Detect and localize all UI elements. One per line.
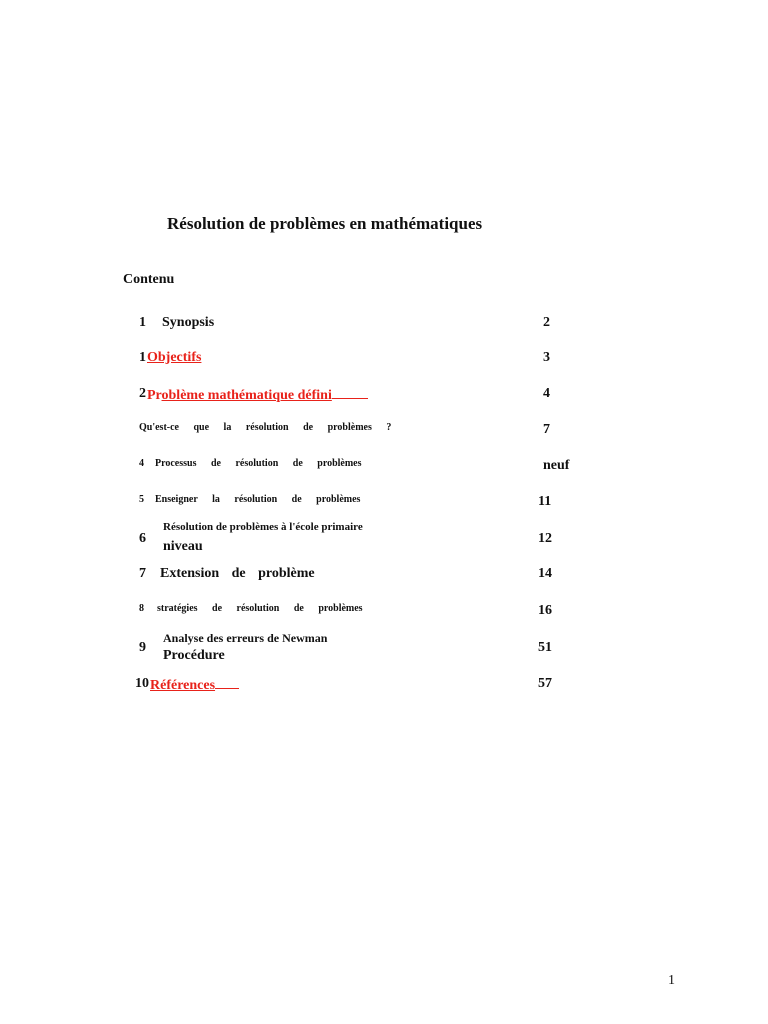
toc-number: 7: [139, 566, 146, 581]
toc-page: 16: [538, 603, 552, 618]
toc-label-ecole-primaire-line2[interactable]: niveau: [163, 539, 203, 554]
toc-page: 12: [538, 531, 552, 546]
toc-link-probleme-defini[interactable]: [147, 386, 368, 404]
toc-label-synopsis[interactable]: Synopsis: [162, 315, 215, 330]
document-title: Résolution de problèmes en mathématiques: [167, 214, 483, 233]
toc-label-enseigner[interactable]: Enseigner la résolution de problèmes: [155, 494, 361, 505]
toc-page: 7: [543, 422, 550, 437]
toc-link-references[interactable]: [150, 676, 239, 694]
toc-label-extension[interactable]: Extension de problème: [160, 566, 315, 581]
toc-number: 9: [139, 640, 146, 655]
toc-page: 51: [538, 640, 552, 655]
toc-page: 57: [538, 676, 552, 691]
underline-trail: [332, 386, 368, 399]
toc-number: 2: [139, 386, 146, 401]
toc-link-text: Références: [150, 678, 216, 693]
toc-label-newman-line1[interactable]: Analyse des erreurs de Newman: [163, 631, 328, 645]
toc-page: 2: [543, 315, 550, 330]
toc-number: 6: [139, 531, 146, 546]
toc-label-quest-ce[interactable]: Qu'est-ce que la résolution de problèmes ?: [139, 422, 392, 433]
toc-label-processus[interactable]: Processus de résolution de problèmes: [155, 458, 362, 469]
toc-page: neuf: [543, 458, 570, 473]
toc-number: 8: [139, 603, 144, 614]
toc-number: 4: [139, 458, 144, 469]
toc-link-objectifs[interactable]: Objectifs: [147, 350, 202, 365]
page-number: 1: [668, 973, 675, 988]
toc-page: 14: [538, 566, 552, 581]
toc-label-newman-line2[interactable]: Procédure: [163, 648, 225, 663]
toc-page: 3: [543, 350, 550, 365]
toc-number: 1: [139, 315, 146, 330]
toc-page: 11: [538, 494, 552, 509]
toc-number: 5: [139, 494, 144, 505]
toc-page: 4: [543, 386, 550, 401]
toc-link-prefix: Pr: [147, 388, 162, 403]
toc-number: 10: [135, 676, 149, 691]
underline-trail: [215, 676, 239, 689]
toc-label-strategies[interactable]: stratégies de résolution de problèmes: [157, 603, 363, 614]
contents-heading: Contenu: [123, 272, 175, 287]
toc-label-ecole-primaire-line1[interactable]: Résolution de problèmes à l'école primaire: [163, 521, 363, 533]
toc-number: 1: [139, 350, 146, 365]
toc-link-text: oblème mathématique défini: [161, 388, 332, 403]
